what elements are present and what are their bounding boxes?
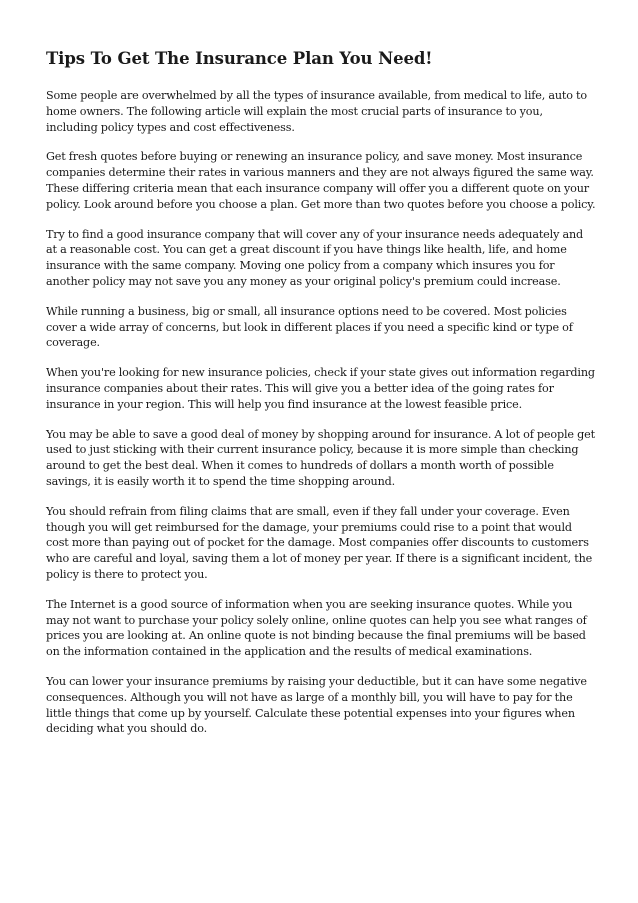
- paragraph: You may be able to save a good deal of money by shopping around for insurance. A lot of people get used to just sticking with their current insurance policy, because it is more simple than checking around to get the best deal. When it comes to hundreds of dollars a month worth of possible savings, it is easily worth it to spend the time shopping around.: [46, 427, 595, 488]
- paragraph: You can lower your insurance premiums by raising your deductible, but it can have some negative consequences. Although you will not have as large of a monthly bill, you will have to pay for the little things that come up by yourself. Calculate these potential expenses into your figures when deciding what you should do.: [46, 674, 587, 736]
- paragraph: When you're looking for new insurance policies, check if your state gives out information regarding insurance companies about their rates. This will give you a better idea of the going rates for insurance in your region. This will help you find insurance at the lowest feasible price.: [46, 366, 595, 411]
- document-page: [46, 48, 596, 751]
- paragraph: Some people are overwhelmed by all the types of insurance available, from medical to life, auto to home owners. The following article will explain the most crucial parts of insurance to you, including policy types and cost effectiveness.: [46, 89, 587, 134]
- paragraph: Try to find a good insurance company that will cover any of your insurance needs adequately and at a reasonable cost. You can get a great discount if you have things like health, life, and home insurance with the same company. Moving one policy from a company which insures you for another policy may not save you any money as your original policy's premium could increase.: [46, 227, 584, 288]
- paragraph: You should refrain from filing claims that are small, even if they fall under your coverage. Even though you will get reimbursed for the damage, your premiums could rise to a point that would cost more than paying out of pocket for the damage. Most companies offer discounts to customers who are careful and loyal, saving them a lot of money per year. If there is a significant incident, the policy is there to protect you.: [46, 504, 593, 581]
- paragraph: Get fresh quotes before buying or renewing an insurance policy, and save money. Most insurance companies determine their rates in various manners and they are not always figured the same way. These differing criteria mean that each insurance company will offer you a different quote on your policy. Look around before you choose a plan. Get more than two quotes before you choose a policy.: [46, 150, 596, 211]
- paragraph: While running a business, big or small, all insurance options need to be covered. Most policies cover a wide array of concerns, but look in different places if you need a specific kind or type of coverage.: [46, 304, 573, 350]
- paragraph: The Internet is a good source of information when you are seeking insurance quotes. While you may not want to purchase your policy solely online, online quotes can help you see what ranges of prices you are looking at. An online quote is not binding because the final premiums will be based on the information contained in the application and the results of medical examinations.: [46, 597, 587, 659]
- document-title: Tips To Get The Insurance Plan You Need!: [46, 49, 433, 68]
